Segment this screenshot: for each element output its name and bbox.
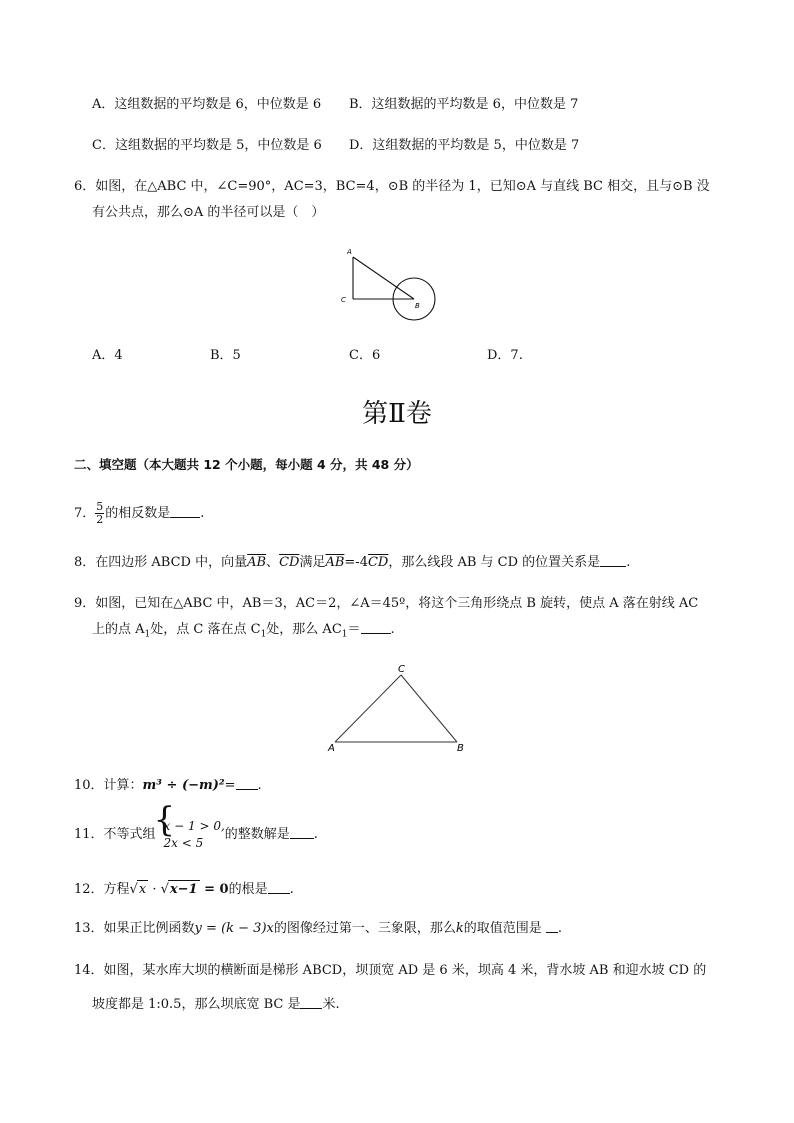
q8-vector-ab: $\overline{AB}$	[247, 555, 267, 570]
q12-equals-zero: = 0	[199, 882, 229, 897]
q11-end: .	[313, 827, 318, 842]
q7	[74, 500, 204, 528]
q5-option-a: A．这组数据的平均数是 6，中位数是 6	[92, 97, 322, 112]
q12-dot: ·	[148, 882, 161, 897]
q8-text-1: 8．在四边形 ABCD 中，向量	[74, 555, 248, 570]
q8-end: .	[626, 555, 631, 570]
q6-option-c: C．6	[349, 348, 381, 363]
q10-end: .	[257, 778, 262, 793]
q13-expr-y: y	[194, 921, 202, 936]
q14-answer-blank[interactable]	[300, 996, 322, 1009]
q13-text-2: 的取值范围是	[463, 921, 546, 936]
q8-answer-blank[interactable]	[600, 554, 626, 567]
section-heading: 二、填空题（本大题共 12 个小题，每小题 4 分，共 48 分）	[74, 457, 419, 472]
q11-text: 的整数解是	[224, 827, 290, 842]
q7-number: 7．	[74, 506, 96, 521]
q9-figure	[322, 660, 472, 755]
q10	[74, 777, 262, 795]
q9-side-cb	[401, 675, 457, 742]
q6-label-a: A	[347, 248, 352, 256]
q11-inequality-system	[156, 818, 225, 852]
q8-text-3: =-4	[344, 555, 368, 570]
q8-sep: 、	[266, 555, 280, 570]
q13-k: k	[455, 921, 464, 936]
q12	[74, 880, 294, 899]
q9-label-a: A	[328, 743, 335, 754]
q11-number: 11．不等式组	[74, 827, 156, 842]
q7-end: .	[200, 506, 205, 521]
q12-sqrt-symbol-1: √	[129, 882, 138, 897]
q9-answer-blank[interactable]	[361, 621, 391, 634]
q11	[74, 816, 318, 854]
q8	[74, 554, 630, 572]
q9-sub-2: 1	[260, 629, 267, 640]
q13-end: .	[557, 921, 563, 936]
q5-option-c: C．这组数据的平均数是 5，中位数是 6	[92, 138, 322, 153]
q9-label-b: B	[457, 743, 464, 754]
q6-stem-line2: 有公共点，那么⊙A 的半径可以是（ ）	[92, 205, 325, 220]
q14-text-a: 坡度都是 1:0.5，那么坝底宽 BC 是	[92, 997, 301, 1012]
section-title: 第Ⅱ卷	[362, 399, 432, 429]
q8-vector-ab-2: $\overline{AB}$	[325, 555, 345, 570]
q10-expression: m³ ÷ (−m)²	[142, 778, 225, 793]
q9-end: .	[390, 622, 395, 637]
q7-answer-blank[interactable]	[170, 505, 200, 518]
q13-expr-rhs: = (k − 3)x	[201, 921, 274, 936]
q14-text-b: 米.	[322, 997, 340, 1012]
q12-radicand-1: x	[138, 882, 147, 897]
q13-answer-blank[interactable]	[546, 920, 558, 933]
q7-frac-numerator: 5	[96, 500, 104, 513]
q9-label-c: C	[398, 664, 405, 675]
q10-equals: =	[224, 778, 236, 793]
q8-text-2: 满足	[299, 555, 326, 570]
q12-number: 12．方程	[74, 882, 130, 897]
q6-label-b: B	[415, 302, 420, 310]
q9-sub-3: 1	[341, 629, 348, 640]
q13-number: 13．如果正比例函数	[74, 921, 195, 936]
q10-answer-blank[interactable]	[236, 777, 258, 790]
q6-option-d: D．7.	[487, 348, 523, 363]
q11-row-2: 2x < 5	[163, 835, 204, 850]
q11-answer-blank[interactable]	[290, 826, 314, 839]
q9-sub-1: 1	[144, 629, 151, 640]
q14-stem-line1: 14．如图，某水库大坝的横断面是梯形 ABCD，坝顶宽 AD 是 6 米，坝高 4 米，背水坡 AB 和迎水坡 CD 的	[74, 963, 707, 978]
q9-side-ac	[335, 675, 401, 742]
q14-stem-line2	[92, 996, 340, 1014]
q9-text-d: ＝	[347, 622, 361, 637]
q9-text-b: 处，点 C 落在点 C	[150, 622, 261, 637]
q12-sqrt-symbol-2: √	[160, 882, 169, 897]
q7-fraction	[95, 501, 104, 526]
q12-end: .	[289, 882, 294, 897]
q6-figure	[335, 242, 445, 327]
q8-vector-cd: $\overline{CD}$	[279, 555, 300, 570]
q5-option-b: B．这组数据的平均数是 6，中位数是 7	[349, 97, 579, 112]
q12-answer-blank[interactable]	[268, 881, 290, 894]
q7-frac-denominator: 2	[96, 513, 104, 526]
q6-side-ab	[353, 257, 414, 299]
q6-stem-line1: 6．如图，在△ABC 中，∠C=90°，AC=3，BC=4，⊙B 的半径为 1，已知⊙A 与直线 BC 相交，且与⊙B 没	[74, 179, 710, 194]
q12-radicand-2: x−1	[169, 882, 198, 897]
q9-text-a: 上的点 A	[92, 622, 145, 637]
q8-vector-cd-2: $\overline{CD}$	[367, 555, 389, 570]
q13	[74, 920, 562, 938]
q7-text: 的相反数是	[105, 506, 171, 521]
q9-stem-line1: 9．如图，已知在△ABC 中，AB＝3，AC＝2，∠A＝45º，将这个三角形绕点 B 旋转，使点 A 落在射线 AC	[74, 596, 699, 611]
q9-stem-line2	[92, 621, 395, 644]
q9-text-c: 处，那么 AC	[266, 622, 342, 637]
q13-text-1: 的图像经过第一、三象限，那么	[273, 921, 456, 936]
q8-text-4: ，那么线段 AB 与 CD 的位置关系是	[388, 555, 601, 570]
q6-option-a: A．4	[92, 348, 123, 363]
q6-option-b: B．5	[210, 348, 241, 363]
q12-text: 的根是	[228, 882, 268, 897]
q6-label-c: C	[341, 296, 346, 304]
q5-option-d: D．这组数据的平均数是 5，中位数是 7	[349, 138, 580, 153]
q11-row-1: { x − 1 > 0,	[163, 818, 225, 833]
q10-number: 10．计算：	[74, 778, 143, 793]
